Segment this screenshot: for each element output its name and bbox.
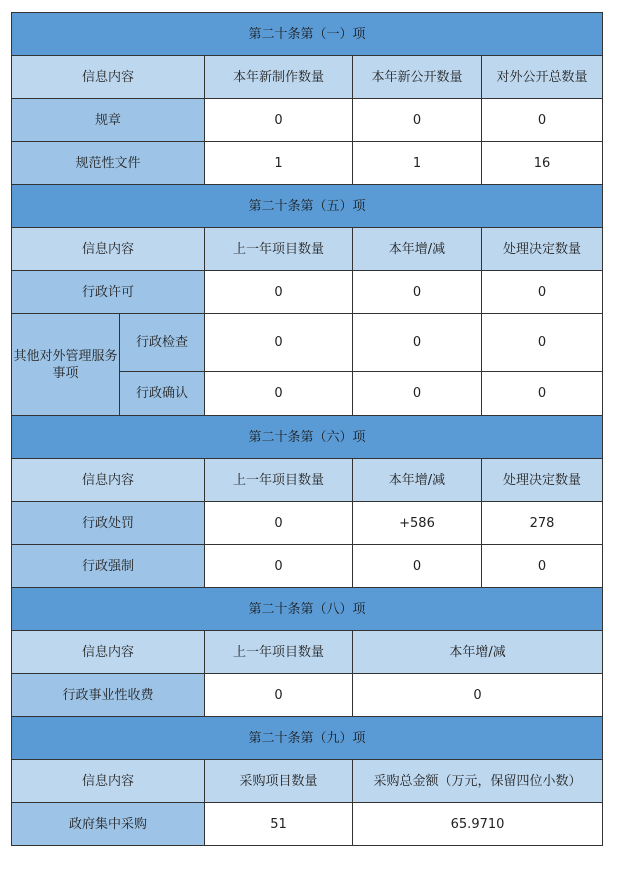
col-header: 本年增/减 [353, 631, 603, 674]
row-label: 规范性文件 [12, 142, 205, 185]
cell-value: 1 [353, 142, 482, 185]
row-label: 政府集中采购 [12, 803, 205, 846]
col-header: 上一年项目数量 [205, 459, 353, 502]
column-header-row [12, 56, 603, 99]
cell-value: 0 [205, 271, 353, 314]
col-header: 本年增/减 [353, 459, 482, 502]
cell-value: 0 [353, 545, 482, 588]
cell-value: 65.9710 [353, 803, 603, 846]
table-row [12, 314, 603, 372]
column-header-row [12, 760, 603, 803]
cell-value: 0 [205, 372, 353, 416]
cell-value: 0 [353, 99, 482, 142]
cell-value: 0 [205, 502, 353, 545]
col-header: 采购项目数量 [205, 760, 353, 803]
cell-value: 0 [205, 545, 353, 588]
cell-value: 0 [353, 372, 482, 416]
table-row [12, 545, 603, 588]
col-header-info: 信息内容 [12, 228, 205, 271]
col-header: 本年新公开数量 [353, 56, 482, 99]
cell-value: +586 [353, 502, 482, 545]
row-label: 行政处罚 [12, 502, 205, 545]
table-row [12, 803, 603, 846]
cell-value: 16 [482, 142, 603, 185]
section-header-row [12, 416, 603, 459]
col-header: 上一年项目数量 [205, 631, 353, 674]
disclosure-table [11, 12, 603, 846]
cell-value: 0 [482, 271, 603, 314]
table-row [12, 142, 603, 185]
col-header: 处理决定数量 [482, 228, 603, 271]
cell-value: 1 [205, 142, 353, 185]
cell-value: 0 [482, 99, 603, 142]
col-header-info: 信息内容 [12, 760, 205, 803]
cell-value: 0 [482, 372, 603, 416]
section-title-5: 第二十条第（五）项 [12, 185, 603, 228]
cell-value: 0 [205, 674, 353, 717]
section-title-6: 第二十条第（六）项 [12, 416, 603, 459]
section-header-row [12, 185, 603, 228]
cell-value: 51 [205, 803, 353, 846]
sub-row-label: 行政确认 [120, 372, 205, 416]
table-row [12, 674, 603, 717]
col-header: 上一年项目数量 [205, 228, 353, 271]
col-header: 采购总金额（万元，保留四位小数） [353, 760, 603, 803]
row-label: 行政事业性收费 [12, 674, 205, 717]
col-header: 本年增/减 [353, 228, 482, 271]
section-header-row [12, 13, 603, 56]
table-row [12, 99, 603, 142]
cell-value: 278 [482, 502, 603, 545]
table-row [12, 271, 603, 314]
col-header-info: 信息内容 [12, 56, 205, 99]
sub-row-label: 行政检查 [120, 314, 205, 372]
col-header-info: 信息内容 [12, 459, 205, 502]
column-header-row [12, 228, 603, 271]
col-header: 对外公开总数量 [482, 56, 603, 99]
row-label: 行政许可 [12, 271, 205, 314]
section-header-row [12, 717, 603, 760]
section-title-8: 第二十条第（八）项 [12, 588, 603, 631]
cell-value: 0 [205, 314, 353, 372]
column-header-row [12, 459, 603, 502]
cell-value: 0 [353, 314, 482, 372]
section-title-9: 第二十条第（九）项 [12, 717, 603, 760]
column-header-row [12, 631, 603, 674]
table-row [12, 502, 603, 545]
section-header-row [12, 588, 603, 631]
row-label: 规章 [12, 99, 205, 142]
col-header: 处理决定数量 [482, 459, 603, 502]
cell-value: 0 [353, 271, 482, 314]
row-label: 行政强制 [12, 545, 205, 588]
col-header: 本年新制作数量 [205, 56, 353, 99]
cell-value: 0 [482, 545, 603, 588]
cell-value: 0 [482, 314, 603, 372]
section-title-1: 第二十条第（一）项 [12, 13, 603, 56]
cell-value: 0 [353, 674, 603, 717]
group-label: 其他对外管理服务事项 [12, 314, 120, 416]
col-header-info: 信息内容 [12, 631, 205, 674]
cell-value: 0 [205, 99, 353, 142]
